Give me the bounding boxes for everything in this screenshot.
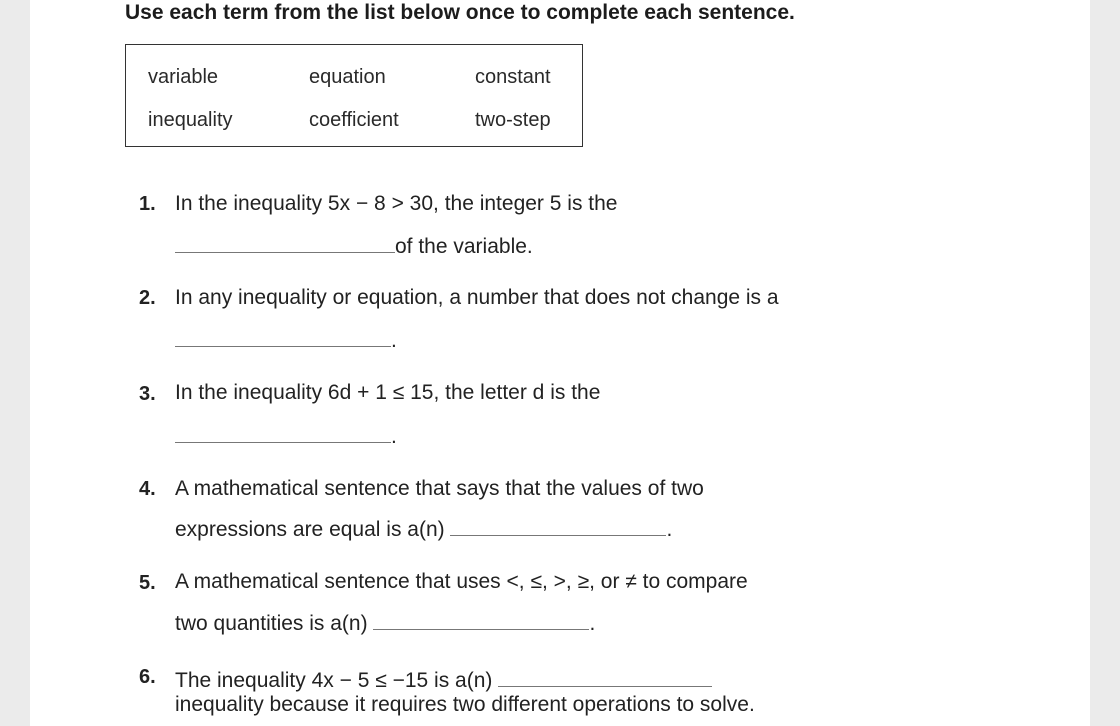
question-3-text: In the inequality 6d + 1 ≤ 15, the letter d is the	[175, 381, 601, 404]
question-6-prefix: The inequality 4x − 5 ≤ −15 is a(n)	[175, 669, 493, 693]
term-variable: variable	[148, 66, 219, 88]
question-6-line2: inequality because it requires two different operations to solve.	[175, 693, 755, 716]
question-number: 5.	[139, 572, 156, 594]
term-inequality: inequality	[148, 109, 233, 131]
question-number: 2.	[139, 287, 156, 309]
question-4-text: A mathematical sentence that says that the values of two	[175, 477, 704, 500]
answer-blank-6[interactable]	[498, 664, 712, 687]
term-constant: constant	[475, 66, 551, 88]
question-4-suffix: .	[666, 518, 673, 542]
question-number: 4.	[139, 478, 156, 500]
question-1-text: In the inequality 5x − 8 > 30, the integer 5 is the	[175, 192, 618, 215]
question-4-prefix: expressions are equal is a(n)	[175, 518, 445, 542]
question-3-line2	[175, 420, 397, 449]
question-5-line2	[175, 607, 595, 636]
question-2-suffix: .	[391, 329, 397, 353]
question-1-line2	[175, 230, 533, 259]
question-5-text: A mathematical sentence that uses <, ≤, >, ≥, or ≠ to compare	[175, 570, 748, 593]
answer-blank-3[interactable]	[175, 420, 391, 443]
question-3-suffix: .	[391, 425, 397, 449]
question-4-line2	[175, 513, 672, 542]
question-number: 3.	[139, 383, 156, 405]
instruction-heading: Use each term from the list below once to complete each sentence.	[125, 1, 795, 24]
term-two-step: two-step	[475, 109, 551, 131]
question-5-prefix: two quantities is a(n)	[175, 612, 368, 636]
term-equation: equation	[309, 66, 386, 88]
question-1-suffix: of the variable.	[395, 235, 533, 259]
answer-blank-4[interactable]	[450, 513, 666, 536]
answer-blank-2[interactable]	[175, 324, 391, 347]
question-5-suffix: .	[589, 612, 596, 636]
term-coefficient: coefficient	[309, 109, 399, 131]
question-6-line1	[175, 664, 712, 693]
question-2-line2	[175, 324, 397, 353]
answer-blank-5[interactable]	[373, 607, 589, 630]
question-number: 6.	[139, 666, 156, 688]
answer-blank-1[interactable]	[175, 230, 395, 253]
question-number: 1.	[139, 193, 156, 215]
question-2-text: In any inequality or equation, a number that does not change is a	[175, 286, 779, 309]
